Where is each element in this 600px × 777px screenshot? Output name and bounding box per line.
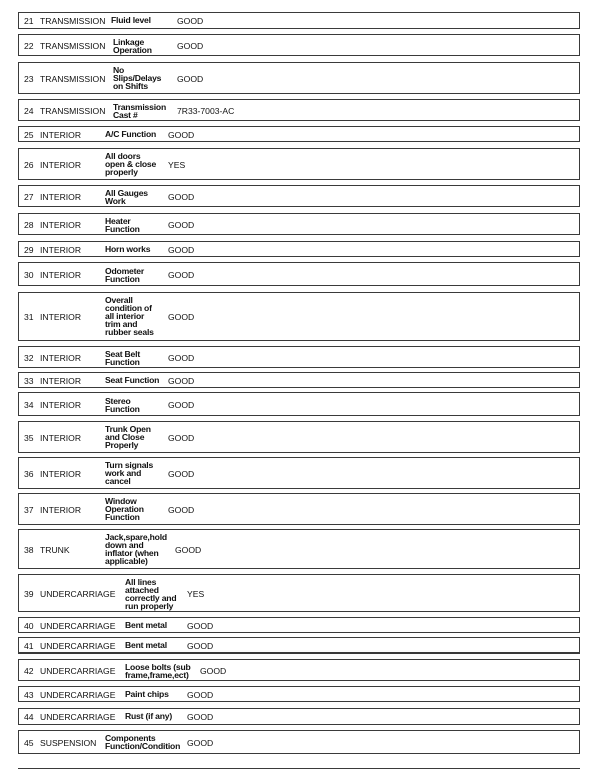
row-number: 37 [24,505,34,515]
row-category: UNDERCARRIAGE [40,712,116,722]
row-value: GOOD [177,16,204,26]
table-row [18,529,580,569]
row-number: 35 [24,433,34,443]
row-category: INTERIOR [40,312,82,322]
table-row [18,493,580,525]
row-value: GOOD [168,400,195,410]
row-item: A/C Function [105,129,157,139]
row-value: 7R33-7003-AC [177,106,235,116]
table-row [18,708,580,725]
row-category: TRANSMISSION [40,16,106,26]
row-value: GOOD [187,641,214,651]
row-category: INTERIOR [40,245,82,255]
row-number: 40 [24,621,34,631]
row-value: GOOD [168,433,195,443]
row-value: YES [187,589,205,599]
row-category: INTERIOR [40,400,82,410]
row-value: GOOD [168,245,195,255]
row-number: 32 [24,353,34,363]
row-value: GOOD [200,666,227,676]
row-number: 26 [24,160,34,170]
table-row [18,241,580,257]
row-value: GOOD [187,690,214,700]
row-category: INTERIOR [40,270,82,280]
row-number: 39 [24,589,34,599]
row-number: 45 [24,738,34,748]
row-item: Linkage Operation [113,37,152,55]
row-category: INTERIOR [40,353,82,363]
row-number: 22 [24,41,34,51]
row-item: Rust (if any) [125,711,173,721]
table-row [18,292,580,341]
table-row [18,185,580,207]
row-item: Horn works [105,244,151,254]
row-value: GOOD [168,130,195,140]
row-number: 27 [24,192,34,202]
row-number: 25 [24,130,34,140]
table-row [18,617,580,633]
row-item: Seat Belt Function [105,349,140,367]
row-number: 31 [24,312,34,322]
row-number: 29 [24,245,34,255]
row-category: TRANSMISSION [40,74,106,84]
row-item: Fluid level [111,15,151,25]
row-value: GOOD [175,545,202,555]
table-row [18,574,580,612]
row-category: INTERIOR [40,130,82,140]
row-value: GOOD [168,312,195,322]
row-item: Overall condition of all interior trim and rubber seals [105,295,154,337]
row-item: Turn signals work and cancel [105,460,154,486]
row-number: 42 [24,666,34,676]
row-value: GOOD [168,270,195,280]
row-number: 41 [24,641,34,651]
table-row [18,346,580,368]
row-category: UNDERCARRIAGE [40,589,116,599]
row-number: 43 [24,690,34,700]
row-number: 23 [24,74,34,84]
row-item: Trunk Open and Close Properly [105,424,151,450]
row-item: Bent metal [125,640,167,650]
row-number: 36 [24,469,34,479]
row-value: GOOD [168,376,195,386]
row-value: GOOD [187,738,214,748]
row-category: UNDERCARRIAGE [40,690,116,700]
table-row [18,637,580,654]
row-item: Jack,spare,hold down and inflator (when applicable) [105,532,167,566]
table-row [18,126,580,142]
row-number: 30 [24,270,34,280]
row-item: All lines attached correctly and run properly [125,577,177,611]
row-item: All doors open & close properly [105,151,157,177]
row-category: TRUNK [40,545,70,555]
row-category: INTERIOR [40,433,82,443]
row-item: Loose bolts (sub frame,frame,ect) [125,662,191,680]
row-item: Heater Function [105,216,140,234]
row-number: 21 [24,16,34,26]
row-value: GOOD [187,712,214,722]
row-item: Paint chips [125,689,169,699]
row-category: INTERIOR [40,160,82,170]
table-row [18,12,580,29]
table-row [18,659,580,681]
table-row [18,392,580,416]
table-row [18,730,580,754]
row-item: Bent metal [125,620,167,630]
table-row [18,62,580,94]
row-number: 34 [24,400,34,410]
row-item: Seat Function [105,375,160,385]
row-category: INTERIOR [40,376,82,386]
row-category: TRANSMISSION [40,41,106,51]
row-item: Transmission Cast # [113,102,167,120]
row-item: Window Operation Function [105,496,144,522]
row-item: Odometer Function [105,266,144,284]
row-number: 38 [24,545,34,555]
table-row [18,99,580,121]
row-value: GOOD [168,353,195,363]
row-category: UNDERCARRIAGE [40,641,116,651]
row-value: YES [168,160,186,170]
table-row [18,34,580,56]
row-item: Stereo Function [105,396,140,414]
row-value: GOOD [168,220,195,230]
row-item: Components Function/Condition [105,733,181,751]
table-row [18,372,580,388]
row-category: INTERIOR [40,505,82,515]
row-value: GOOD [168,505,195,515]
row-number: 28 [24,220,34,230]
table-row [18,213,580,235]
table-row [18,686,580,702]
row-value: GOOD [187,621,214,631]
row-value: GOOD [168,469,195,479]
row-number: 44 [24,712,34,722]
row-value: GOOD [177,74,204,84]
row-category: UNDERCARRIAGE [40,621,116,631]
row-category: SUSPENSION [40,738,97,748]
row-category: UNDERCARRIAGE [40,666,116,676]
row-category: INTERIOR [40,469,82,479]
row-number: 24 [24,106,34,116]
table-row [18,262,580,286]
row-value: GOOD [168,192,195,202]
table-row [18,457,580,489]
row-number: 33 [24,376,34,386]
row-item: No Slips/Delays on Shifts [113,65,162,91]
row-category: TRANSMISSION [40,106,106,116]
row-category: INTERIOR [40,192,82,202]
row-item: All Gauges Work [105,188,148,206]
row-category: INTERIOR [40,220,82,230]
table-row [18,421,580,453]
table-row [18,148,580,180]
row-value: GOOD [177,41,204,51]
